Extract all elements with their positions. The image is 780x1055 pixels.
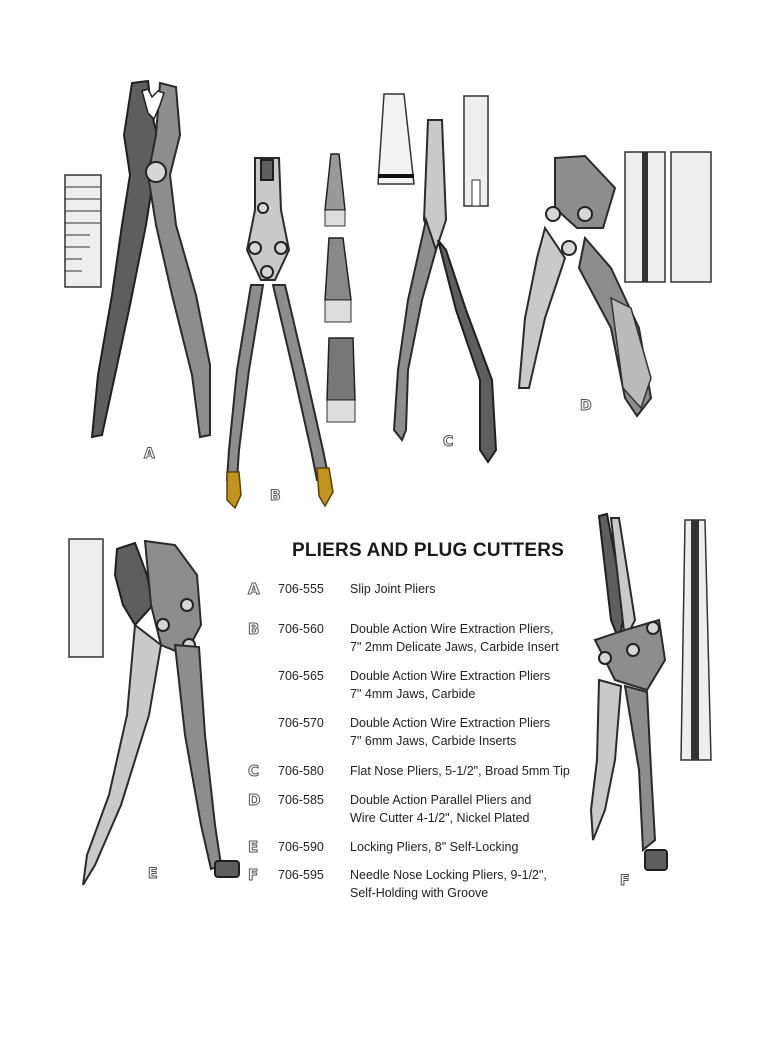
jaw-detail-swatch bbox=[681, 520, 711, 760]
figure-label-b: B bbox=[270, 488, 281, 504]
item-code: 706-570 bbox=[278, 716, 324, 730]
page-title: PLIERS AND PLUG CUTTERS bbox=[292, 540, 565, 561]
item-letter: A bbox=[248, 580, 260, 598]
figure-label-e: E bbox=[148, 866, 158, 882]
item-code: 706-565 bbox=[278, 669, 324, 683]
parallel-pliers-illustration bbox=[515, 148, 720, 428]
item-code: 706-560 bbox=[278, 622, 324, 636]
flat-nose-pliers-illustration bbox=[370, 90, 530, 465]
wire-extraction-pliers-illustration bbox=[215, 150, 375, 515]
jaw-detail-swatch bbox=[69, 539, 103, 657]
item-code: 706-585 bbox=[278, 793, 324, 807]
item-code: 706-595 bbox=[278, 868, 324, 882]
slip-joint-pliers-illustration bbox=[60, 75, 230, 455]
item-letter: D bbox=[248, 791, 261, 809]
figure-label-d: D bbox=[580, 398, 592, 414]
item-description: Double Action Parallel Pliers and Wire Cutter 4-1/2", Nickel Plated bbox=[350, 793, 532, 825]
item-code: 706-555 bbox=[278, 582, 324, 596]
item-letter: E bbox=[248, 838, 259, 856]
item-description: Needle Nose Locking Pliers, 9-1/2", Self-Holding with Groove bbox=[350, 868, 547, 900]
jaw-detail-swatch bbox=[625, 152, 711, 282]
item-description: Flat Nose Pliers, 5-1/2", Broad 5mm Tip bbox=[350, 764, 570, 778]
item-description: Double Action Wire Extraction Pliers 7" 4mm Jaws, Carbide bbox=[350, 669, 551, 701]
figure-label-f: F bbox=[620, 873, 630, 889]
locking-pliers-illustration bbox=[65, 535, 255, 900]
item-description: Double Action Wire Extraction Pliers, 7" 2mm Delicate Jaws, Carbide Insert bbox=[350, 622, 559, 654]
item-letter: C bbox=[248, 762, 260, 780]
item-description: Slip Joint Pliers bbox=[350, 582, 436, 596]
jaw-detail-swatch bbox=[65, 175, 101, 287]
item-code: 706-580 bbox=[278, 764, 324, 778]
item-description: Double Action Wire Extraction Pliers 7" 6mm Jaws, Carbide Inserts bbox=[350, 716, 551, 748]
item-code: 706-590 bbox=[278, 840, 324, 854]
item-letter: F bbox=[248, 866, 259, 884]
figure-label-c: C bbox=[443, 434, 454, 450]
item-letter: B bbox=[248, 620, 260, 638]
figure-label-a: A bbox=[144, 446, 155, 462]
item-description: Locking Pliers, 8" Self-Locking bbox=[350, 840, 519, 854]
jaw-tip-swatches bbox=[325, 154, 355, 422]
